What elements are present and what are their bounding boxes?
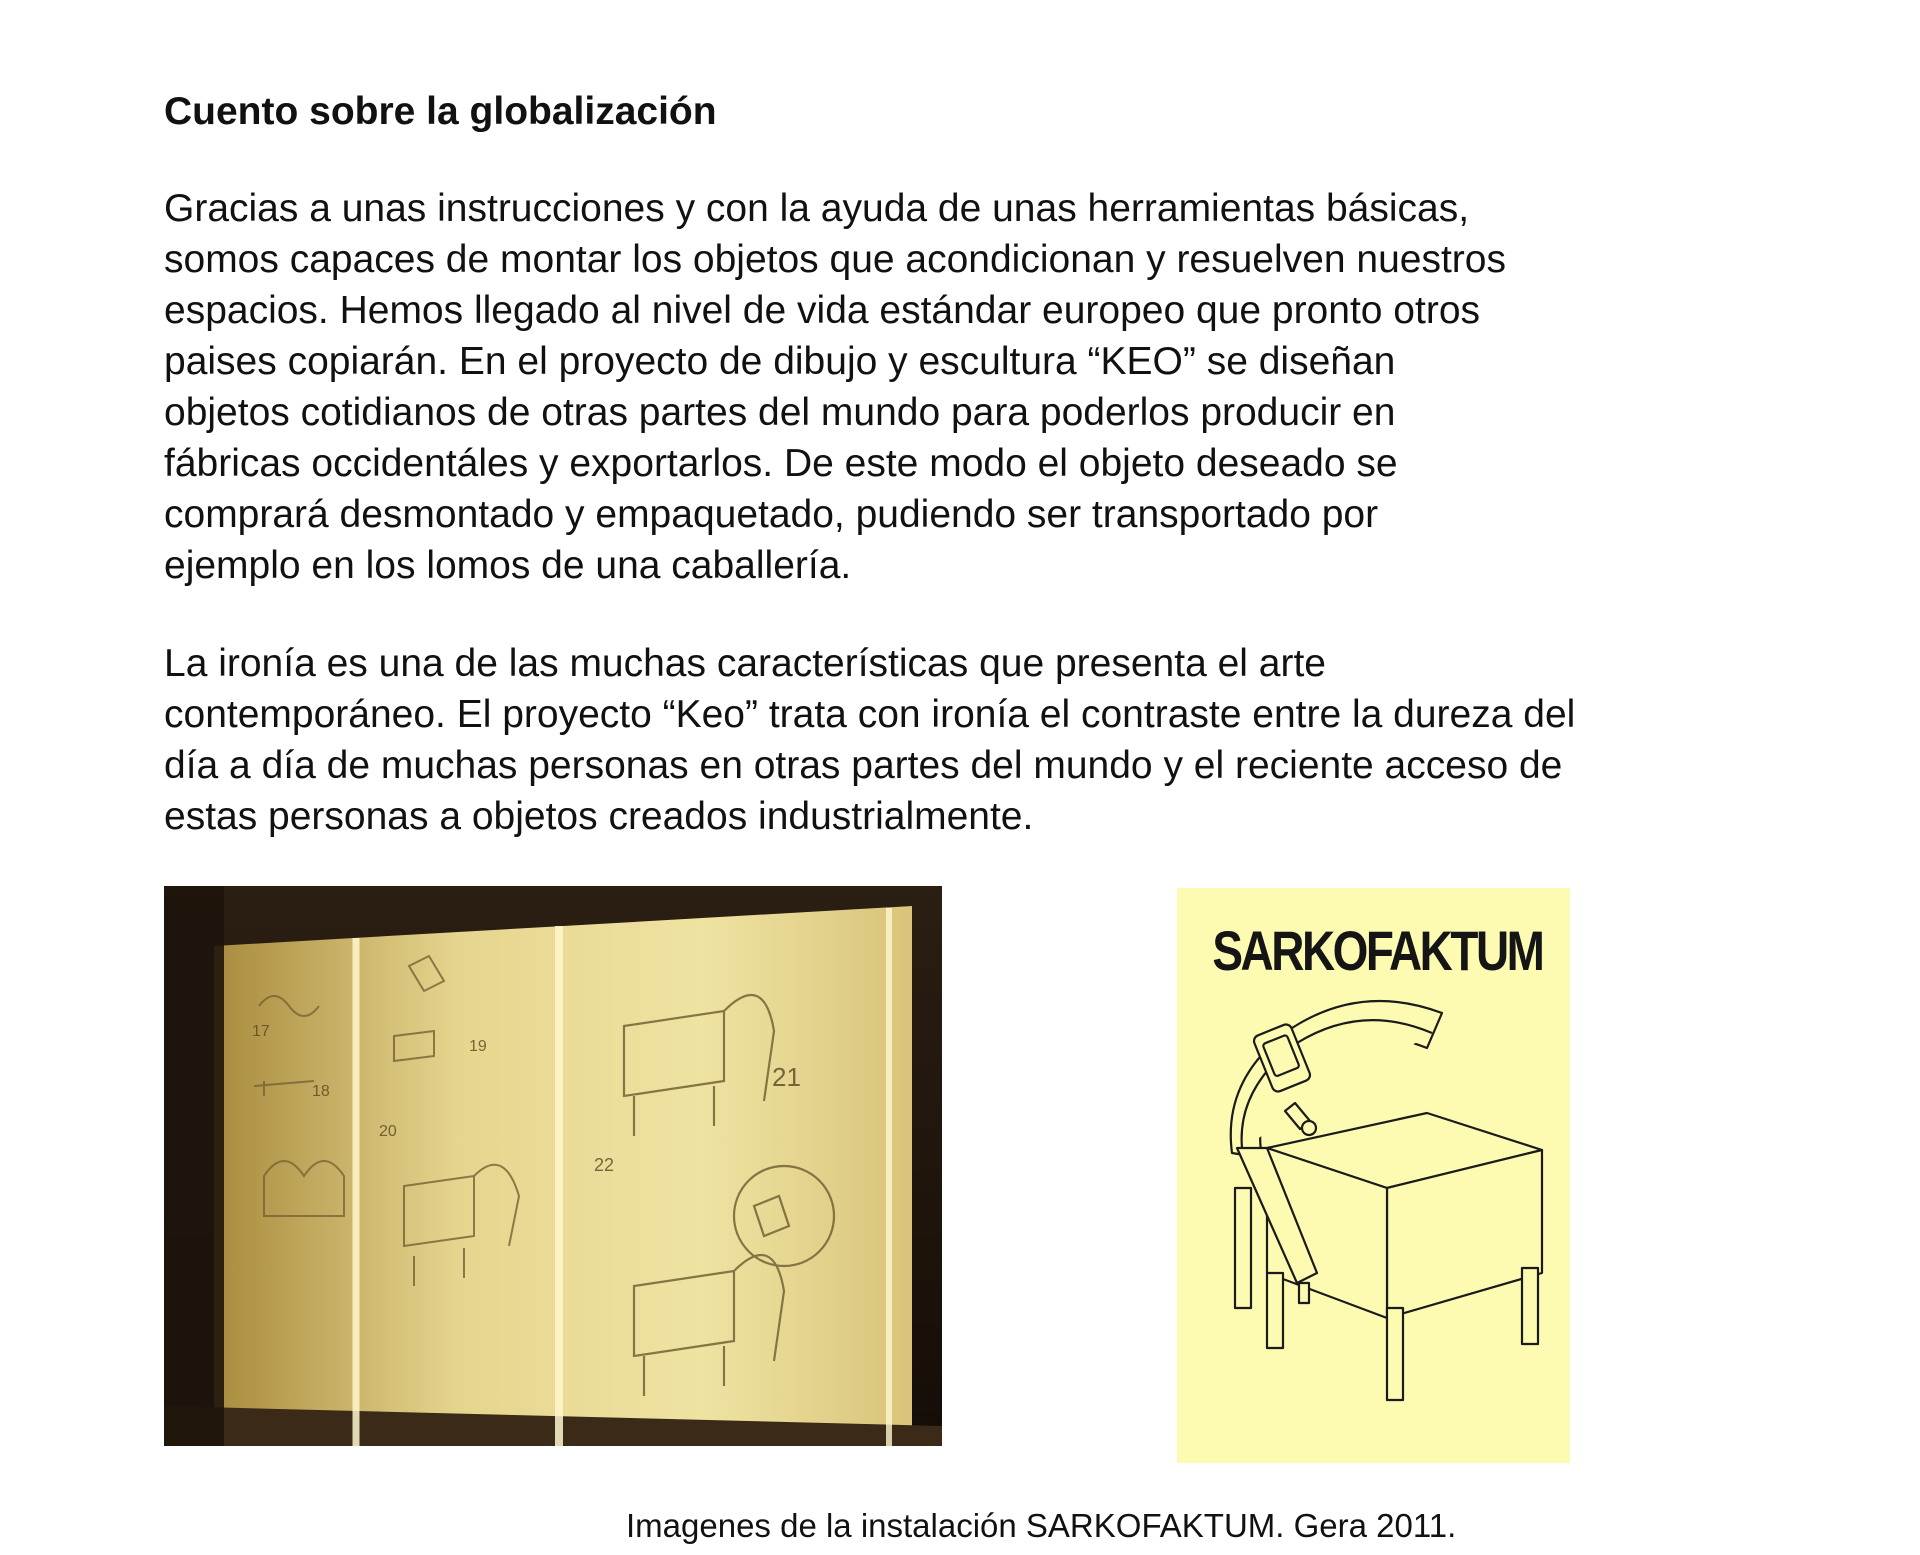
- installation-photo: [164, 886, 942, 1446]
- paragraph-1-line: objetos cotidianos de otras partes del mundo para poderlos producir en: [164, 391, 1396, 434]
- sarkofaktum-poster: [1177, 888, 1570, 1463]
- step-label-22: 22: [594, 1155, 615, 1175]
- paragraph-2-line: estas personas a objetos creados industrialmente.: [164, 795, 1034, 838]
- poster-title: SARKOFAKTUM: [1212, 919, 1543, 982]
- paragraph-1-line: ejemplo en los lomos de una caballería.: [164, 544, 852, 587]
- paragraph-1-line: Gracias a unas instrucciones y con la ayuda de unas herramientas básicas,: [164, 187, 1470, 230]
- step-label-18: 18: [312, 1083, 330, 1100]
- paragraph-1-line: fábricas occidentáles y exportarlos. De este modo el objeto deseado se: [164, 442, 1398, 485]
- paragraph-1-line: somos capaces de montar los objetos que acondicionan y resuelven nuestros: [164, 238, 1506, 281]
- step-label-19: 19: [469, 1038, 487, 1055]
- bed-illustration: [1177, 888, 1570, 1463]
- page-title: Cuento sobre la globalización: [164, 90, 717, 133]
- paragraph-2-line: día a día de muchas personas en otras partes del mundo y el reciente acceso de: [164, 744, 1563, 787]
- step-label-17: 17: [252, 1023, 270, 1040]
- step-label-20: 20: [379, 1123, 397, 1140]
- image-caption: Imagenes de la instalación SARKOFAKTUM. Gera 2011.: [626, 1507, 1457, 1544]
- paragraph-2: [164, 638, 1804, 842]
- paragraph-1-line: comprará desmontado y empaquetado, pudiendo ser transportado por: [164, 493, 1379, 536]
- installation-photo-drawing: [164, 886, 942, 1446]
- step-label-21: 21: [772, 1062, 801, 1092]
- paragraph-1-line: paises copiarán. En el proyecto de dibujo y escultura “KEO” se diseñan: [164, 340, 1396, 383]
- paragraph-1: [164, 183, 1804, 591]
- paragraph-1-line: espacios. Hemos llegado al nivel de vida estándar europeo que pronto otros: [164, 289, 1481, 332]
- paragraph-2-line: La ironía es una de las muchas características que presenta el arte: [164, 642, 1326, 685]
- paragraph-2-line: contemporáneo. El proyecto “Keo” trata con ironía el contraste entre la dureza del: [164, 693, 1576, 736]
